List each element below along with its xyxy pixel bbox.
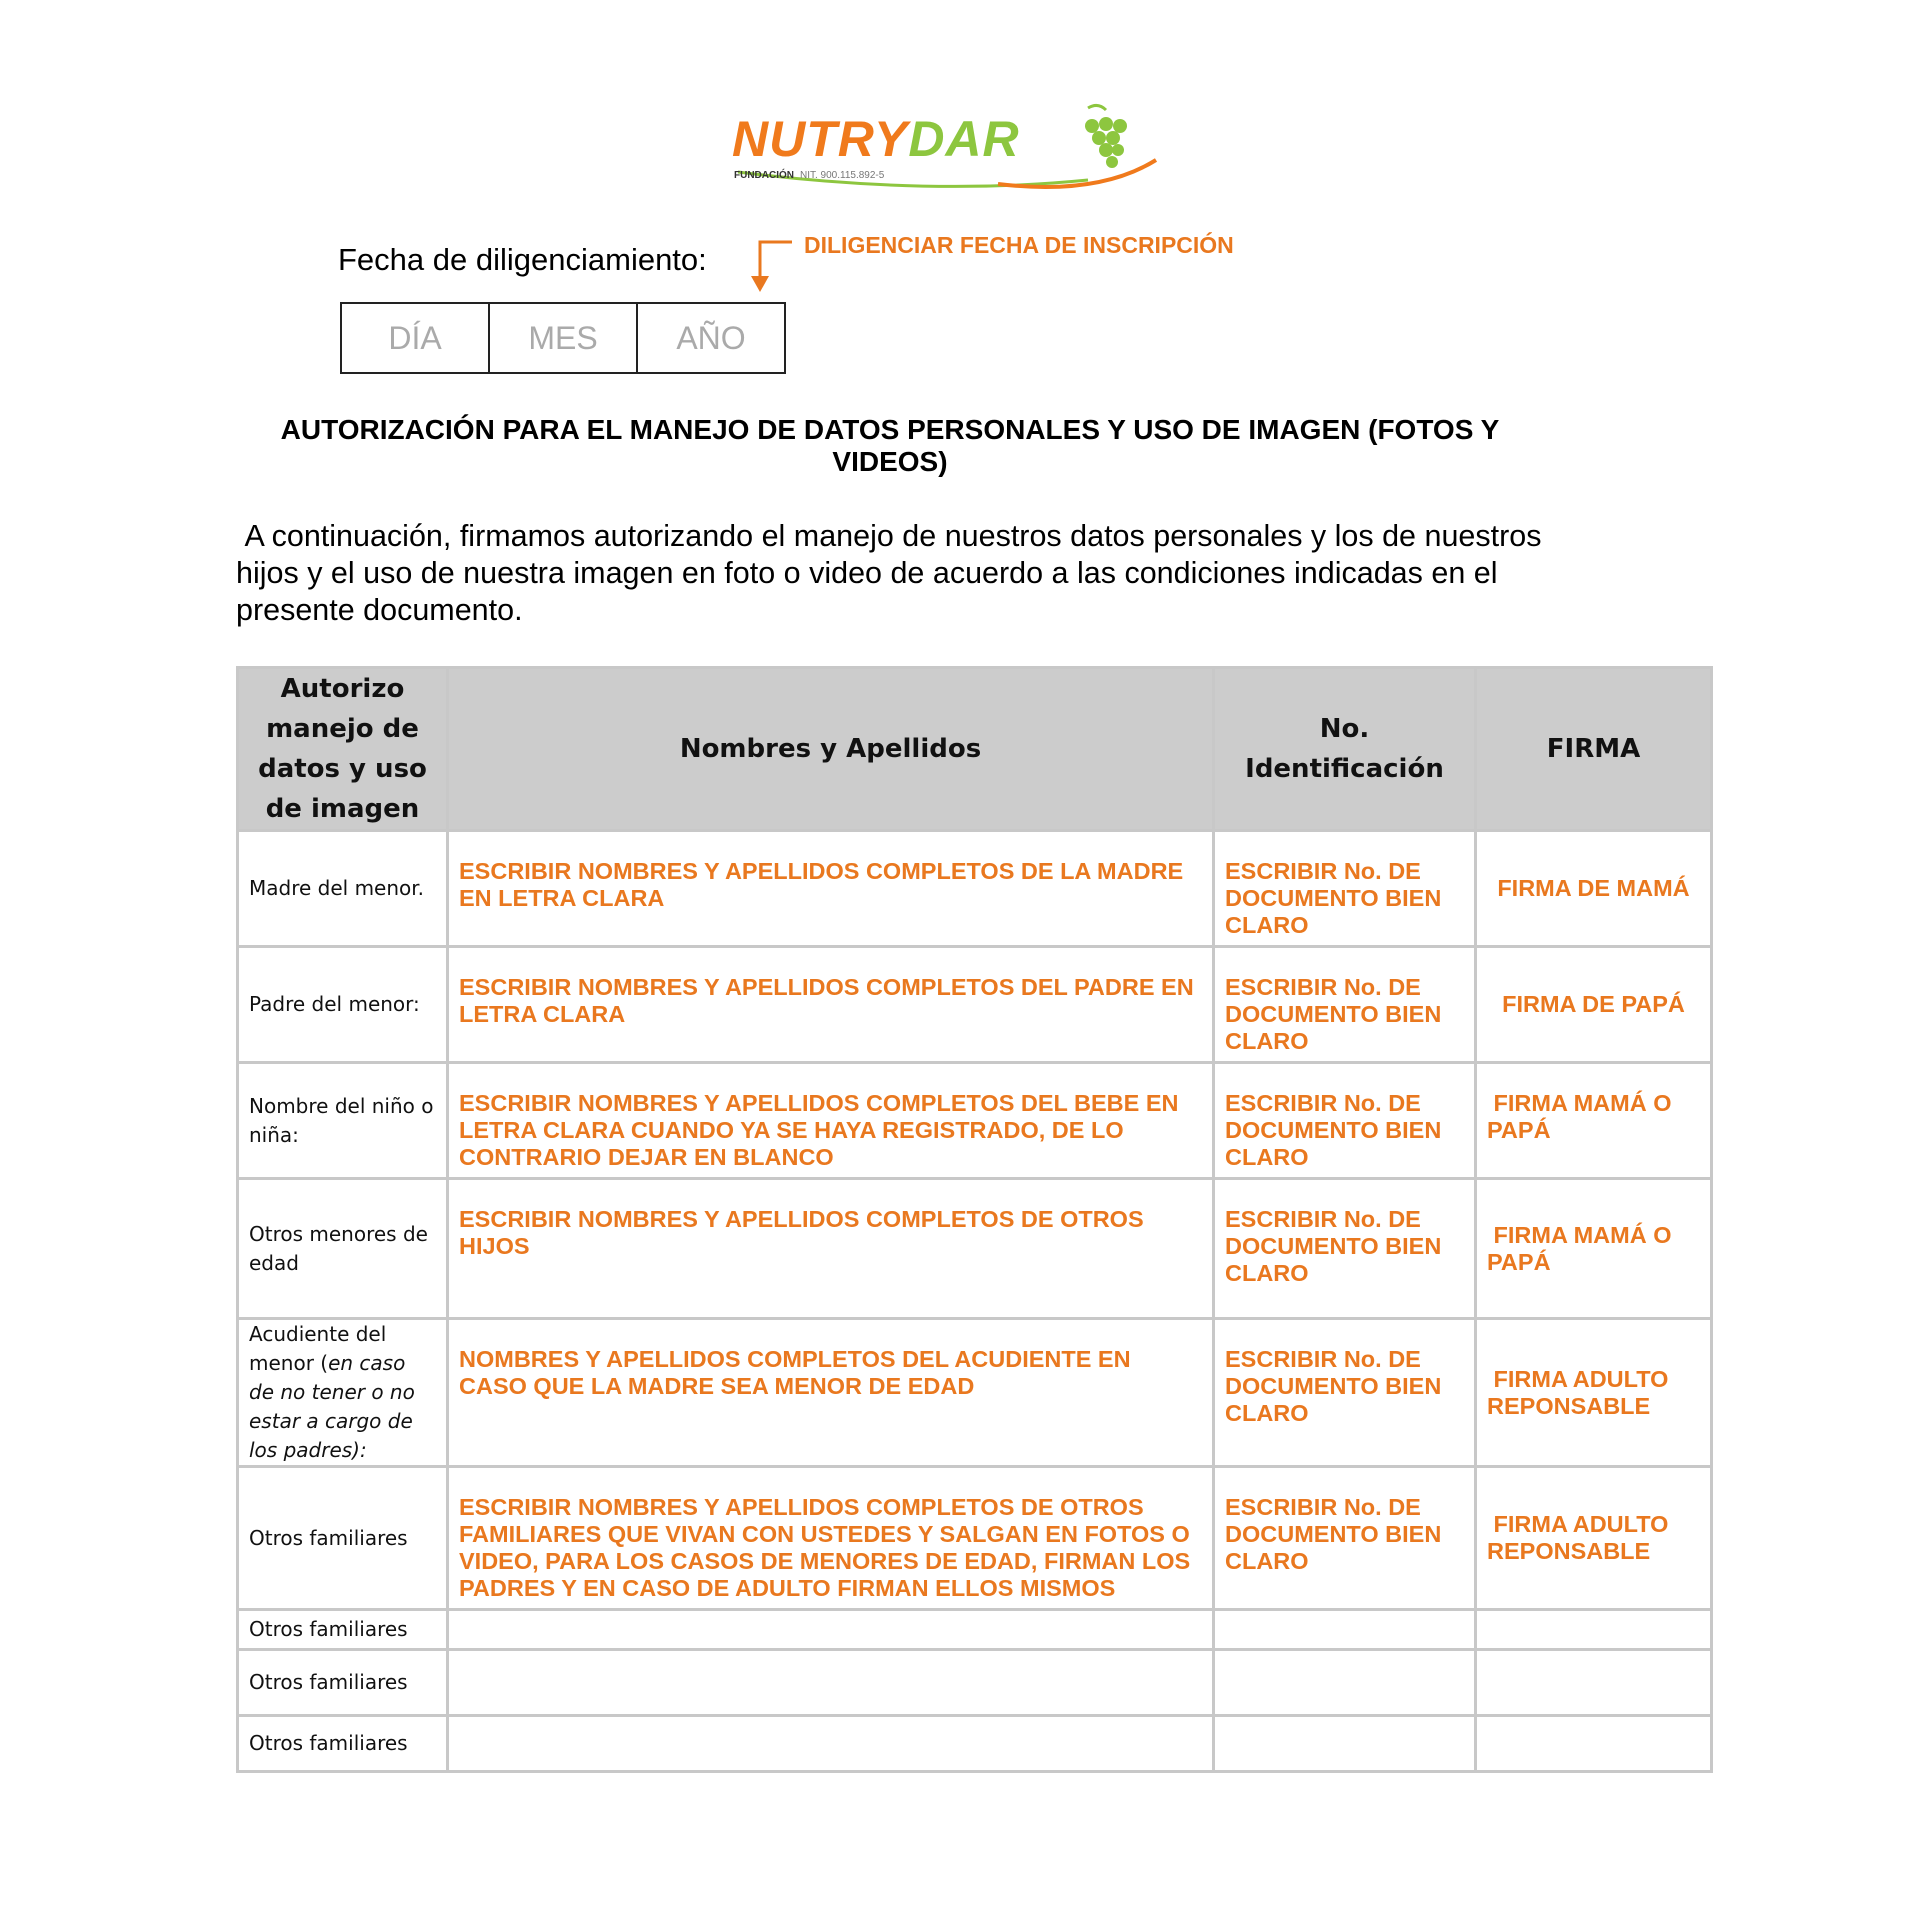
table-row-otros-menores [238,1179,1712,1319]
table-row-empty [238,1716,1712,1772]
id-cell[interactable]: ESCRIBIR No. DE DOCUMENTO BIEN CLARO [1214,947,1476,1063]
table-row-acudiente [238,1319,1712,1467]
table-row-nino [238,1063,1712,1179]
names-cell[interactable] [448,1610,1214,1650]
names-cell[interactable]: NOMBRES Y APELLIDOS COMPLETOS DEL ACUDIENTE EN CASO QUE LA MADRE SEA MENOR DE EDAD [448,1319,1214,1467]
firma-cell[interactable] [1476,1610,1712,1650]
row-label: Otros familiares [238,1650,448,1716]
firma-cell[interactable]: FIRMA DE PAPÁ [1476,947,1712,1063]
firma-cell[interactable]: FIRMA ADULTO REPONSABLE [1476,1467,1712,1610]
year-field[interactable]: AÑO [676,319,746,356]
names-cell[interactable]: ESCRIBIR NOMBRES Y APELLIDOS COMPLETOS DEL BEBE EN LETRA CLARA CUANDO YA SE HAYA REGISTRADO, DE LO CONTRARIO DEJAR EN BLANCO [448,1063,1214,1179]
row-label: Otros familiares [238,1716,448,1772]
firma-cell[interactable] [1476,1716,1712,1772]
table-row-padre [238,947,1712,1063]
table-row-empty [238,1610,1712,1650]
firma-cell[interactable]: FIRMA MAMÁ O PAPÁ [1476,1063,1712,1179]
names-cell[interactable]: ESCRIBIR NOMBRES Y APELLIDOS COMPLETOS DE LA MADRE EN LETRA CLARA [448,831,1214,947]
row-label-italic: en caso de no tener o no estar a cargo de los padres): [249,1351,415,1462]
names-cell[interactable]: ESCRIBIR NOMBRES Y APELLIDOS COMPLETOS DEL PADRE EN LETRA CLARA [448,947,1214,1063]
fecha-instruction: DILIGENCIAR FECHA DE INSCRIPCIÓN [804,232,1234,258]
id-cell[interactable] [1214,1610,1476,1650]
table-row-madre [238,831,1712,947]
id-cell[interactable] [1214,1650,1476,1716]
id-cell[interactable]: ESCRIBIR No. DE DOCUMENTO BIEN CLARO [1214,1319,1476,1467]
firma-cell[interactable] [1476,1650,1712,1716]
arrow-down-icon [746,240,796,296]
document-title: AUTORIZACIÓN PARA EL MANEJO DE DATOS PERSONALES Y USO DE IMAGEN (FOTOS Y VIDEOS) [280,414,1500,477]
logo-subtitle: FUNDACIÓN NIT. 900.115.892-5 [734,170,885,181]
firma-cell[interactable]: FIRMA MAMÁ O PAPÁ [1476,1179,1712,1319]
firma-cell[interactable]: FIRMA ADULTO REPONSABLE [1476,1319,1712,1467]
header-autorizo: Autorizo manejo de datos y uso de imagen [238,668,448,831]
header-nombres: Nombres y Apellidos [448,668,1214,831]
id-cell[interactable]: ESCRIBIR No. DE DOCUMENTO BIEN CLARO [1214,831,1476,947]
row-label: Otros menores de edad [238,1179,448,1319]
row-label: Madre del menor. [238,831,448,947]
row-label [238,1319,448,1467]
date-input-group [340,302,786,374]
logo-wordmark: NUTRYDAR [732,111,1020,167]
id-cell[interactable]: ESCRIBIR No. DE DOCUMENTO BIEN CLARO [1214,1467,1476,1610]
authorization-table [236,666,1713,1773]
names-cell[interactable] [448,1716,1214,1772]
names-cell[interactable]: ESCRIBIR NOMBRES Y APELLIDOS COMPLETOS DE OTROS HIJOS [448,1179,1214,1319]
id-cell[interactable]: ESCRIBIR No. DE DOCUMENTO BIEN CLARO [1214,1179,1476,1319]
fecha-label: Fecha de diligenciamiento: [338,242,707,277]
month-field[interactable]: MES [490,304,638,372]
table-row-empty [238,1650,1712,1716]
row-label: Nombre del niño o niña: [238,1063,448,1179]
table-row-otros-familiares [238,1467,1712,1610]
id-cell[interactable] [1214,1716,1476,1772]
header-firma: FIRMA [1476,668,1712,831]
firma-cell[interactable]: FIRMA DE MAMÁ [1476,831,1712,947]
grapes-icon [728,100,1168,200]
nutrydar-logo [728,100,1168,200]
names-cell[interactable] [448,1650,1214,1716]
table-header-row [238,668,1712,831]
row-label: Otros familiares [238,1610,448,1650]
id-cell[interactable]: ESCRIBIR No. DE DOCUMENTO BIEN CLARO [1214,1063,1476,1179]
intro-paragraph: A continuación, firmamos autorizando el manejo de nuestros datos personales y los de nuestros hijos y el uso de nuestra imagen en foto o video de acuerdo a las condiciones indicadas en el presente documento. [236,519,1550,627]
day-field[interactable]: DÍA [342,304,490,372]
row-label-main: Acudiente del menor ( [249,1322,387,1375]
row-label: Otros familiares [238,1467,448,1610]
header-identificacion: No. Identificación [1214,668,1476,831]
names-cell[interactable]: ESCRIBIR NOMBRES Y APELLIDOS COMPLETOS DE OTROS FAMILIARES QUE VIVAN CON USTEDES Y SALGAN EN FOTOS O VIDEO, PARA LOS CASOS DE MENORES DE EDAD, FIRMAN LOS PADRES Y EN CASO DE ADULTO FIRMAN ELLOS MISMOS [448,1467,1214,1610]
row-label: Padre del menor: [238,947,448,1063]
